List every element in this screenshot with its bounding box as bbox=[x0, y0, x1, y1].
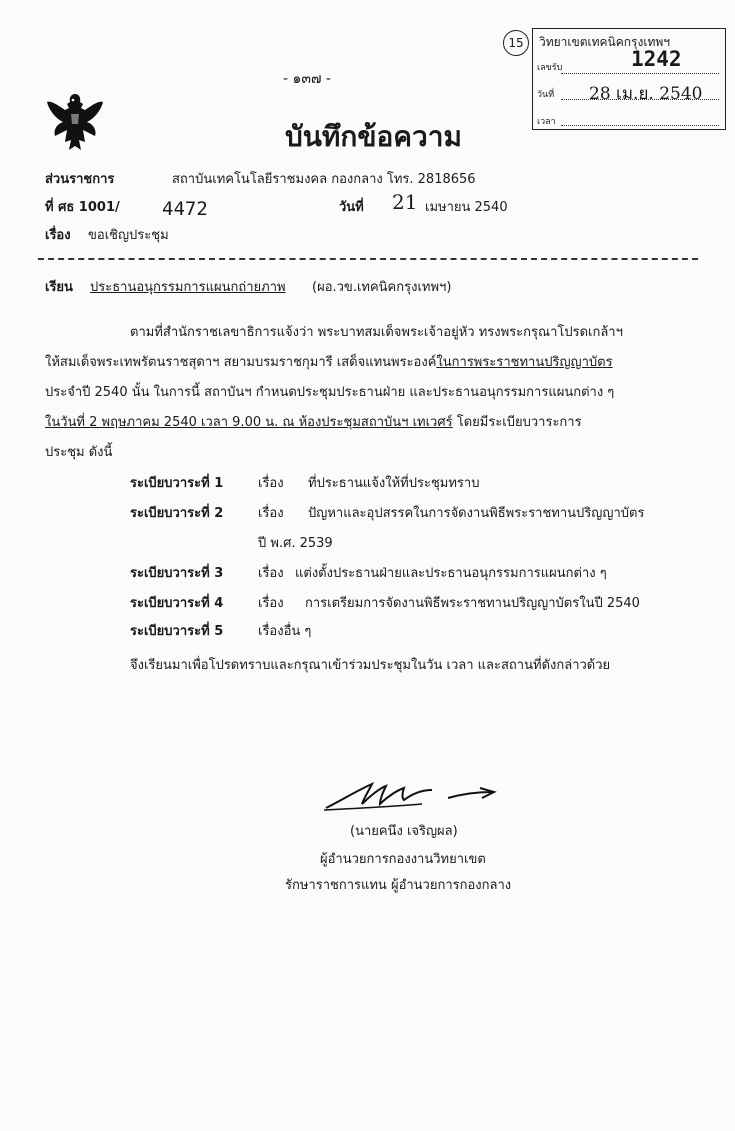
recipient-org: (ผอ.วข.เทคนิคกรุงเทพฯ) bbox=[312, 280, 452, 295]
subject-value: ขอเชิญประชุม bbox=[88, 228, 169, 243]
divider bbox=[38, 258, 698, 260]
body-line-3: ประจำปี 2540 นั้น ในการนี้ สถาบันฯ กำหนดประชุมประธานฝ่าย และประธานอนุกรรมการแผนกต่าง ๆ bbox=[45, 385, 615, 400]
body-line-1: ตามที่สำนักราชเลขาธิการแจ้งว่า พระบาทสมเด็จพระเจ้าอยู่หัว ทรงพระกรุณาโปรดเกล้าฯ bbox=[130, 325, 623, 340]
agenda-4-word: เรื่อง bbox=[258, 596, 284, 611]
reference-number: 4472 bbox=[162, 198, 208, 220]
signer-name: (นายคนึง เจริญผล) bbox=[350, 824, 458, 839]
stamp-number-badge: 15 bbox=[503, 30, 529, 56]
body-line-2a: ให้สมเด็จพระเทพรัตนราชสุดาฯ สยามบรมราชกุมารี เสด็จแทนพระองค์ bbox=[45, 355, 437, 370]
body-line-2 bbox=[45, 348, 613, 378]
closing-text: จึงเรียนมาเพื่อโปรดทราบและกรุณาเข้าร่วมประชุมในวัน เวลา และสถานที่ดังกล่าวด้วย bbox=[130, 658, 611, 673]
memo-title: บันทึกข้อความ bbox=[285, 120, 462, 153]
stamp-receive-number: 1242 bbox=[631, 47, 682, 71]
garuda-emblem-icon bbox=[45, 90, 105, 156]
agenda-1-label: ระเบียบวาระที่ 1 bbox=[130, 476, 224, 491]
agenda-3-text: แต่งตั้งประธานฝ่ายและประธานอนุกรรมการแผนกต่าง ๆ bbox=[295, 566, 607, 581]
receipt-stamp bbox=[532, 28, 726, 130]
recipient-label: เรียน bbox=[45, 280, 73, 295]
body-line-4b: สถาบันฯ เทเวศร์ bbox=[360, 415, 453, 430]
department-value: สถาบันเทคโนโลยีราชมงคล กองกลาง โทร. 2818656 bbox=[172, 172, 476, 187]
agenda-2-word: เรื่อง bbox=[258, 506, 284, 521]
agenda-4-text: การเตรียมการจัดงานพิธีพระราชทานปริญญาบัตรในปี 2540 bbox=[305, 596, 640, 611]
agenda-2-label: ระเบียบวาระที่ 2 bbox=[130, 506, 224, 521]
subject-label: เรื่อง bbox=[45, 228, 71, 243]
body-line-4c: โดยมีระเบียบวาระการ bbox=[452, 415, 582, 430]
stamp-receive-label: เลขรับ bbox=[537, 63, 563, 73]
agenda-2-text-line2: ปี พ.ศ. 2539 bbox=[258, 536, 333, 551]
agenda-5-label: ระเบียบวาระที่ 5 bbox=[130, 624, 224, 639]
date-day: 21 bbox=[392, 190, 418, 214]
date-label: วันที่ bbox=[339, 200, 364, 215]
reference-label: ที่ ศธ 1001/ bbox=[45, 200, 120, 215]
agenda-5-word: เรื่องอื่น ๆ bbox=[258, 624, 312, 639]
agenda-3-label: ระเบียบวาระที่ 3 bbox=[130, 566, 224, 581]
stamp-organization: วิทยาเขตเทคนิคกรุงเทพฯ bbox=[539, 35, 671, 49]
agenda-2-text: ปัญหาและอุปสรรคในการจัดงานพิธีพระราชทานปริญญาบัตร bbox=[308, 506, 645, 521]
body-line-2b: ในการพระราชทานปริญญาบัตร bbox=[436, 355, 613, 370]
body-line-4a: ในวันที่ 2 พฤษภาคม 2540 เวลา 9.00 น. ณ ห้องประชุม bbox=[45, 415, 361, 430]
department-label: ส่วนราชการ bbox=[45, 172, 115, 187]
page-number: - ๑๓๗ - bbox=[283, 71, 331, 87]
stamp-date-label: วันที่ bbox=[537, 90, 555, 100]
signer-position-1: ผู้อำนวยการกองงานวิทยาเขต bbox=[320, 852, 486, 867]
agenda-1-word: เรื่อง bbox=[258, 476, 284, 491]
body-line-4 bbox=[45, 408, 582, 438]
stamp-date-value: 28 เม.ย. 2540 bbox=[589, 84, 703, 104]
recipient-name: ประธานอนุกรรมการแผนกถ่ายภาพ bbox=[90, 280, 286, 295]
agenda-1-text: ที่ประธานแจ้งให้ที่ประชุมทราบ bbox=[308, 476, 480, 491]
agenda-4-label: ระเบียบวาระที่ 4 bbox=[130, 596, 224, 611]
handwritten-signature bbox=[322, 778, 502, 818]
date-month-year: เมษายน 2540 bbox=[425, 200, 508, 215]
body-line-5: ประชุม ดังนี้ bbox=[45, 445, 113, 460]
agenda-3-word: เรื่อง bbox=[258, 566, 284, 581]
stamp-time-label: เวลา bbox=[537, 117, 556, 127]
signer-position-2: รักษาราชการแทน ผู้อำนวยการกองกลาง bbox=[285, 878, 512, 893]
